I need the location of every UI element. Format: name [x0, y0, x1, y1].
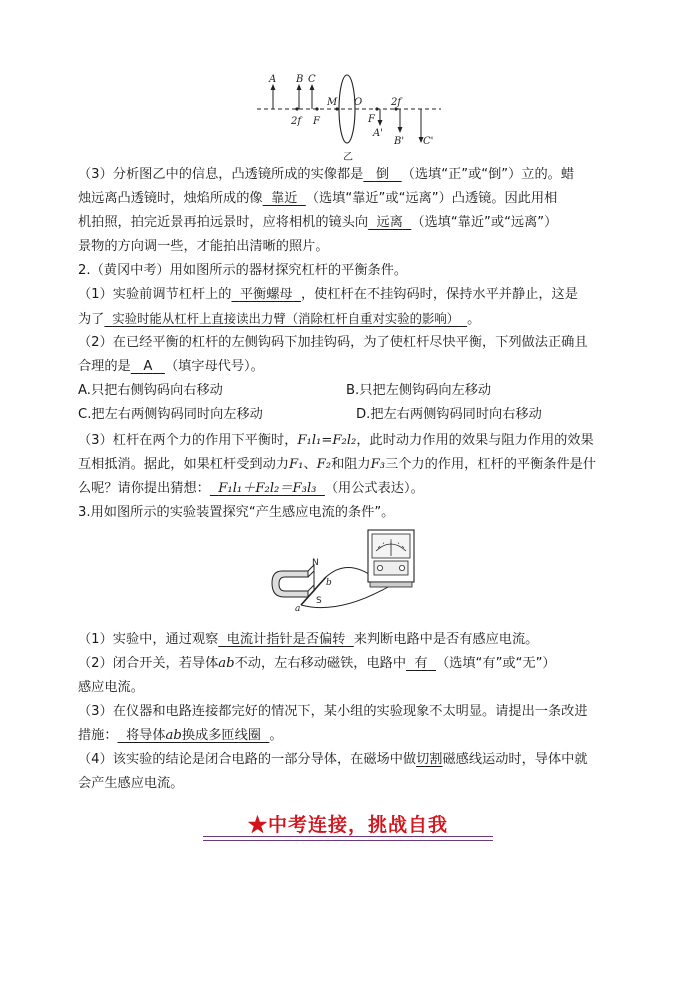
label-A: A	[269, 74, 277, 85]
lens-q3-line4: 景物的方向调一些，才能拍出清晰的照片。	[78, 239, 329, 254]
banner-divider	[203, 836, 493, 837]
convex-lens-figure	[255, 72, 445, 164]
answer-blank: 有	[414, 656, 428, 671]
label-a: a	[295, 604, 301, 614]
answer-blank: 实验时能从杠杆上直接读出力臂（消除杠杆自重对实验的影响）	[112, 311, 460, 326]
label-B-prime: B'	[394, 136, 405, 147]
q3-p1: （1）实验中，通过观察 电流计指针是否偏转 来判断电路中是否有感应电流。	[78, 632, 539, 647]
q2-p3-line2: 互相抵消。据此，如果杠杆受到动力F₁、F₂和阻力F₃三个力的作用，杠杆的平衡条件是什	[78, 457, 597, 472]
figure-caption: 乙	[343, 152, 353, 163]
answer-blank: 靠近	[271, 191, 298, 206]
label-F-right: F	[368, 114, 375, 125]
answer-blank: 远离	[376, 215, 403, 230]
banner-title: ★中考连接，挑战自我	[247, 814, 448, 836]
label-C-prime: C'	[423, 136, 434, 147]
q3-p4-line1: （4）该实验的结论是闭合电路的一部分导体，在磁场中做切割磁感线运动时，导体中就	[78, 752, 588, 767]
label-O: O	[354, 97, 363, 108]
label-M: M	[327, 97, 338, 108]
q3-p4-line2: 会产生感应电流。	[78, 776, 184, 791]
option-c: C.把左右两侧钩码同时向左移动	[78, 407, 263, 422]
option-a: A.只把右侧钩码向右移动	[78, 383, 223, 398]
q2-p2-line1: （2）在已经平衡的杠杆的左侧钩码下加挂钩码，为了使杠杆尽快平衡，下列做法正确且	[78, 335, 588, 350]
induction-apparatus-figure	[268, 527, 433, 615]
q3-p3-line1: （3）在仪器和电路连接都完好的情况下，某小组的实验现象不太明显。请提出一条改进	[78, 704, 588, 719]
answer-blank: 将导体ab换成多匝线圈	[125, 728, 261, 743]
q3-p2-line1: （2）闭合开关，若导体ab不动，左右移动磁铁，电路中 有 （选填“有”或“无”）	[78, 656, 556, 671]
label-F-left: F	[313, 116, 320, 127]
q2-p2-line2: 合理的是 A （填字母代号）。	[78, 359, 264, 374]
answer-blank: F₁l₁＋F₂l₂＝F₃l₃	[218, 481, 317, 496]
option-b: B.只把左侧钩码向左移动	[346, 383, 492, 398]
answer-blank: A	[143, 359, 153, 374]
answer-blank: 倒	[375, 167, 390, 182]
label-C: C	[308, 74, 316, 85]
q2-p1-line1: （1）实验前调节杠杆上的 平衡螺母 ，使杠杆在不挂钩码时，保持水平并静止，这是	[78, 287, 578, 302]
answer-blank: 平衡螺母	[239, 287, 293, 302]
label-S: S	[316, 596, 322, 606]
section-banner	[203, 810, 493, 842]
lens-q3-line1: （3）分析图乙中的信息，凸透镜所成的实像都是 倒 （选填“正”或“倒”）立的。蜡	[78, 167, 575, 182]
q2-p3-line1: （3）杠杆在两个力的作用下平衡时，F₁l₁=F₂l₂，此时动力作用的效果与阻力作用的效果	[78, 433, 594, 448]
banner-divider	[203, 840, 493, 841]
q3-p3-line2: 措施： 将导体ab换成多匝线圈 。	[78, 728, 283, 743]
q2-p1-line2: 为了 实验时能从杠杆上直接读出力臂（消除杠杆自重对实验的影响） 。	[78, 311, 481, 327]
answer-blank: 电流计指针是否偏转	[226, 632, 346, 647]
option-d: D.把左右两侧钩码同时向右移动	[356, 407, 542, 422]
q3-title: 3.用如图所示的实验装置探究“产生感应电流的条件”。	[78, 505, 395, 520]
lens-q3-line2: 烛远离凸透镜时，烛焰所成的像 靠近 （选填“靠近”或“远离”）凸透镜。因此用相	[78, 191, 558, 206]
label-2f-right: 2f	[391, 97, 402, 108]
lens-q3-line3: 机拍照，拍完近景再拍远景时，应将相机的镜头向 远离 （选填“靠近”或“远离”）	[78, 215, 558, 230]
label-2f-left: 2f	[291, 116, 302, 127]
label-B: B	[296, 74, 304, 85]
label-b: b	[326, 578, 332, 588]
label-N: N	[312, 558, 319, 568]
q3-p2-line2: 感应电流。	[78, 680, 144, 695]
q2-title: 2.（黄冈中考）用如图所示的器材探究杠杆的平衡条件。	[78, 263, 408, 278]
label-A-prime: A'	[373, 128, 383, 139]
answer-blank: 切割	[416, 752, 443, 767]
q2-p3-line3: 么呢？请你提出猜想： F₁l₁＋F₂l₂＝F₃l₃ （用公式表达）。	[78, 481, 424, 496]
